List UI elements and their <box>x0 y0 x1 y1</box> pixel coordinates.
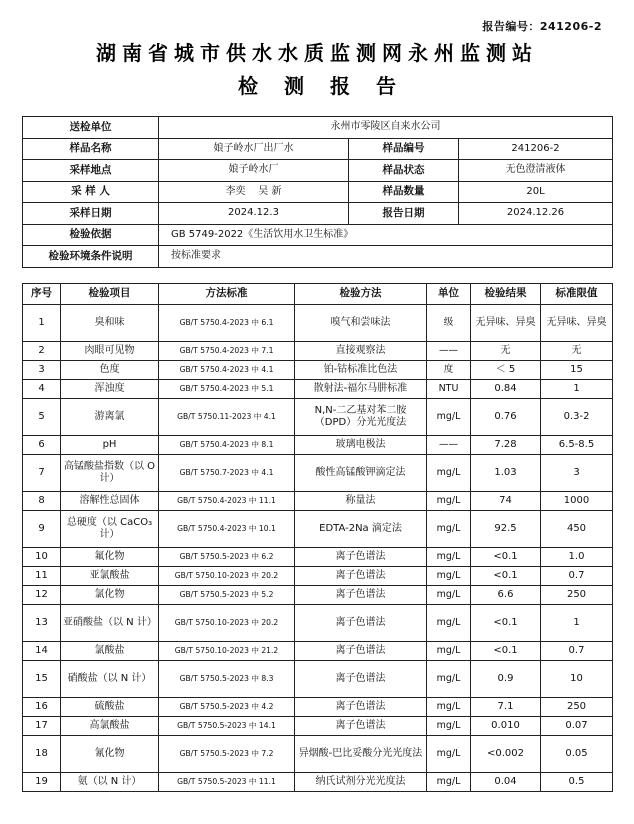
row-method: 嗅气和尝味法 <box>295 305 427 342</box>
row-limit: 0.05 <box>541 736 613 773</box>
row-item: 氟化物 <box>61 548 159 567</box>
row-std: GB/T 5750.4-2023 中 6.1 <box>159 305 295 342</box>
table-row <box>23 436 613 455</box>
row-method: 酸性高锰酸钾滴定法 <box>295 455 427 492</box>
sample-state-value: 无色澄清液体 <box>459 160 613 182</box>
row-no: 1 <box>23 305 61 342</box>
row-item: 硫酸盐 <box>61 698 159 717</box>
row-method: 散射法-福尔马肼标准 <box>295 380 427 399</box>
row-result: 无异味、异臭 <box>471 305 541 342</box>
row-std: GB/T 5750.4-2023 中 11.1 <box>159 492 295 511</box>
row-unit: mg/L <box>427 717 471 736</box>
row-unit: mg/L <box>427 586 471 605</box>
info-row-env <box>23 246 613 268</box>
row-std: GB/T 5750.5-2023 中 8.3 <box>159 661 295 698</box>
row-limit: 6.5-8.5 <box>541 436 613 455</box>
row-std: GB/T 5750.4-2023 中 8.1 <box>159 436 295 455</box>
row-method: 离子色谱法 <box>295 567 427 586</box>
col-header-std: 方法标准 <box>159 284 295 305</box>
row-std: GB/T 5750.5-2023 中 5.2 <box>159 586 295 605</box>
row-result: ＜ 5 <box>471 361 541 380</box>
row-method: 离子色谱法 <box>295 605 427 642</box>
table-row <box>23 492 613 511</box>
row-limit: 1.0 <box>541 548 613 567</box>
row-no: 5 <box>23 399 61 436</box>
row-item: 亚氯酸盐 <box>61 567 159 586</box>
row-unit: mg/L <box>427 642 471 661</box>
row-no: 9 <box>23 511 61 548</box>
quantity-label: 样品数量 <box>349 181 459 203</box>
table-row <box>23 380 613 399</box>
row-item: 肉眼可见物 <box>61 342 159 361</box>
table-row <box>23 567 613 586</box>
row-method: 离子色谱法 <box>295 548 427 567</box>
env-value: 按标准要求 <box>159 246 613 268</box>
sample-site-label: 采样地点 <box>23 160 159 182</box>
row-std: GB/T 5750.7-2023 中 4.1 <box>159 455 295 492</box>
row-std: GB/T 5750.10-2023 中 20.2 <box>159 605 295 642</box>
row-method: 称量法 <box>295 492 427 511</box>
col-header-limit: 标准限值 <box>541 284 613 305</box>
row-limit: 250 <box>541 698 613 717</box>
row-no: 2 <box>23 342 61 361</box>
row-item: 臭和味 <box>61 305 159 342</box>
col-header-item: 检验项目 <box>61 284 159 305</box>
row-method: EDTA-2Na 滴定法 <box>295 511 427 548</box>
table-row <box>23 736 613 773</box>
basis-value: GB 5749-2022《生活饮用水卫生标准》 <box>159 224 613 246</box>
table-row <box>23 305 613 342</box>
table-row <box>23 455 613 492</box>
table-row <box>23 548 613 567</box>
report-title: 湖南省城市供水水质监测网永州监测站 <box>96 41 538 65</box>
results-table <box>22 283 613 792</box>
row-method: 离子色谱法 <box>295 717 427 736</box>
row-result: 无 <box>471 342 541 361</box>
row-no: 14 <box>23 642 61 661</box>
table-row <box>23 642 613 661</box>
row-no: 11 <box>23 567 61 586</box>
table-row <box>23 511 613 548</box>
report-number: 报告编号：241206-2 <box>482 20 602 33</box>
col-header-no: 序号 <box>23 284 61 305</box>
row-limit: 0.7 <box>541 642 613 661</box>
row-limit: 0.5 <box>541 773 613 792</box>
table-row <box>23 361 613 380</box>
row-unit: mg/L <box>427 567 471 586</box>
table-row <box>23 661 613 698</box>
row-method: 离子色谱法 <box>295 698 427 717</box>
row-limit: 1 <box>541 380 613 399</box>
row-unit: mg/L <box>427 492 471 511</box>
col-header-unit: 单位 <box>427 284 471 305</box>
row-result: 0.04 <box>471 773 541 792</box>
send-unit-value: 永州市零陵区自来水公司 <box>159 117 613 139</box>
row-std: GB/T 5750.4-2023 中 7.1 <box>159 342 295 361</box>
row-no: 7 <box>23 455 61 492</box>
row-item: 氯酸盐 <box>61 642 159 661</box>
sampler-value: 李奕 吴 新 <box>159 181 349 203</box>
row-method: 纳氏试剂分光光度法 <box>295 773 427 792</box>
row-item: 游离氯 <box>61 399 159 436</box>
row-unit: mg/L <box>427 399 471 436</box>
row-unit: —— <box>427 436 471 455</box>
row-item: 氰化物 <box>61 736 159 773</box>
row-item: 高氯酸盐 <box>61 717 159 736</box>
row-std: GB/T 5750.5-2023 中 7.2 <box>159 736 295 773</box>
table-row <box>23 717 613 736</box>
row-std: GB/T 5750.11-2023 中 4.1 <box>159 399 295 436</box>
row-unit: —— <box>427 342 471 361</box>
row-no: 6 <box>23 436 61 455</box>
row-result: <0.002 <box>471 736 541 773</box>
row-result: 6.6 <box>471 586 541 605</box>
row-result: 0.84 <box>471 380 541 399</box>
row-no: 19 <box>23 773 61 792</box>
row-method: 玻璃电极法 <box>295 436 427 455</box>
row-no: 16 <box>23 698 61 717</box>
row-result: 7.28 <box>471 436 541 455</box>
row-limit: 450 <box>541 511 613 548</box>
row-limit: 无 <box>541 342 613 361</box>
table-row <box>23 605 613 642</box>
row-std: GB/T 5750.10-2023 中 21.2 <box>159 642 295 661</box>
info-row-sample-site <box>23 160 613 182</box>
row-limit: 0.07 <box>541 717 613 736</box>
row-limit: 250 <box>541 586 613 605</box>
sample-name-label: 样品名称 <box>23 138 159 160</box>
sample-info-table <box>22 116 613 268</box>
row-item: 亚硝酸盐（以 N 计） <box>61 605 159 642</box>
sample-name-value: 娘子岭水厂出厂水 <box>159 138 349 160</box>
row-result: 1.03 <box>471 455 541 492</box>
row-result: 7.1 <box>471 698 541 717</box>
sample-no-value: 241206-2 <box>459 138 613 160</box>
row-unit: mg/L <box>427 736 471 773</box>
row-std: GB/T 5750.4-2023 中 4.1 <box>159 361 295 380</box>
row-limit: 1 <box>541 605 613 642</box>
row-no: 17 <box>23 717 61 736</box>
row-unit: 度 <box>427 361 471 380</box>
row-no: 12 <box>23 586 61 605</box>
sample-date-label: 采样日期 <box>23 203 159 225</box>
info-row-send-unit <box>23 117 613 139</box>
row-limit: 0.7 <box>541 567 613 586</box>
row-no: 15 <box>23 661 61 698</box>
info-row-dates <box>23 203 613 225</box>
row-item: 浑浊度 <box>61 380 159 399</box>
row-method: 铂-钴标准比色法 <box>295 361 427 380</box>
row-unit: mg/L <box>427 605 471 642</box>
basis-label: 检验依据 <box>23 224 159 246</box>
row-limit: 0.3-2 <box>541 399 613 436</box>
row-result: 0.76 <box>471 399 541 436</box>
row-item: 溶解性总固体 <box>61 492 159 511</box>
info-row-sampler <box>23 181 613 203</box>
table-row <box>23 773 613 792</box>
row-item: 硝酸盐（以 N 计） <box>61 661 159 698</box>
sample-no-label: 样品编号 <box>349 138 459 160</box>
table-row <box>23 342 613 361</box>
row-item: 高锰酸盐指数（以 O 计） <box>61 455 159 492</box>
info-row-sample-name <box>23 138 613 160</box>
quantity-value: 20L <box>459 181 613 203</box>
sample-state-label: 样品状态 <box>349 160 459 182</box>
row-std: GB/T 5750.10-2023 中 20.2 <box>159 567 295 586</box>
row-unit: mg/L <box>427 455 471 492</box>
row-result: 74 <box>471 492 541 511</box>
row-result: 0.9 <box>471 661 541 698</box>
row-item: 氨（以 N 计） <box>61 773 159 792</box>
sample-date-value: 2024.12.3 <box>159 203 349 225</box>
send-unit-label: 送检单位 <box>23 117 159 139</box>
sampler-label: 采 样 人 <box>23 181 159 203</box>
row-result: <0.1 <box>471 642 541 661</box>
row-std: GB/T 5750.4-2023 中 5.1 <box>159 380 295 399</box>
row-method: 离子色谱法 <box>295 642 427 661</box>
row-unit: NTU <box>427 380 471 399</box>
row-std: GB/T 5750.5-2023 中 11.1 <box>159 773 295 792</box>
env-label: 检验环境条件说明 <box>23 246 159 268</box>
row-no: 13 <box>23 605 61 642</box>
info-row-basis <box>23 224 613 246</box>
row-std: GB/T 5750.5-2023 中 14.1 <box>159 717 295 736</box>
row-result: <0.1 <box>471 567 541 586</box>
report-date-label: 报告日期 <box>349 203 459 225</box>
row-result: <0.1 <box>471 605 541 642</box>
row-result: 0.010 <box>471 717 541 736</box>
col-header-method: 检验方法 <box>295 284 427 305</box>
row-unit: mg/L <box>427 773 471 792</box>
report-date-value: 2024.12.26 <box>459 203 613 225</box>
row-result: <0.1 <box>471 548 541 567</box>
row-method: 直接观察法 <box>295 342 427 361</box>
row-std: GB/T 5750.5-2023 中 6.2 <box>159 548 295 567</box>
row-no: 8 <box>23 492 61 511</box>
row-no: 4 <box>23 380 61 399</box>
row-unit: mg/L <box>427 698 471 717</box>
row-limit: 10 <box>541 661 613 698</box>
table-row <box>23 399 613 436</box>
row-limit: 无异味、异臭 <box>541 305 613 342</box>
row-item: 色度 <box>61 361 159 380</box>
row-std: GB/T 5750.4-2023 中 10.1 <box>159 511 295 548</box>
row-no: 18 <box>23 736 61 773</box>
row-limit: 3 <box>541 455 613 492</box>
table-row <box>23 586 613 605</box>
row-method: 离子色谱法 <box>295 586 427 605</box>
col-header-result: 检验结果 <box>471 284 541 305</box>
row-unit: mg/L <box>427 661 471 698</box>
row-result: 92.5 <box>471 511 541 548</box>
row-item: pH <box>61 436 159 455</box>
row-limit: 1000 <box>541 492 613 511</box>
row-std: GB/T 5750.5-2023 中 4.2 <box>159 698 295 717</box>
row-item: 氯化物 <box>61 586 159 605</box>
row-method: N,N-二乙基对苯二胺（DPD）分光光度法 <box>295 399 427 436</box>
row-method: 异烟酸-巴比妥酸分光光度法 <box>295 736 427 773</box>
row-method: 离子色谱法 <box>295 661 427 698</box>
row-unit: 级 <box>427 305 471 342</box>
row-item: 总硬度（以 CaCO₃计） <box>61 511 159 548</box>
report-subtitle: 检测报告 <box>238 74 422 98</box>
results-header-row <box>23 284 613 305</box>
table-row <box>23 698 613 717</box>
row-unit: mg/L <box>427 548 471 567</box>
row-limit: 15 <box>541 361 613 380</box>
sample-site-value: 娘子岭水厂 <box>159 160 349 182</box>
row-no: 10 <box>23 548 61 567</box>
row-no: 3 <box>23 361 61 380</box>
row-unit: mg/L <box>427 511 471 548</box>
